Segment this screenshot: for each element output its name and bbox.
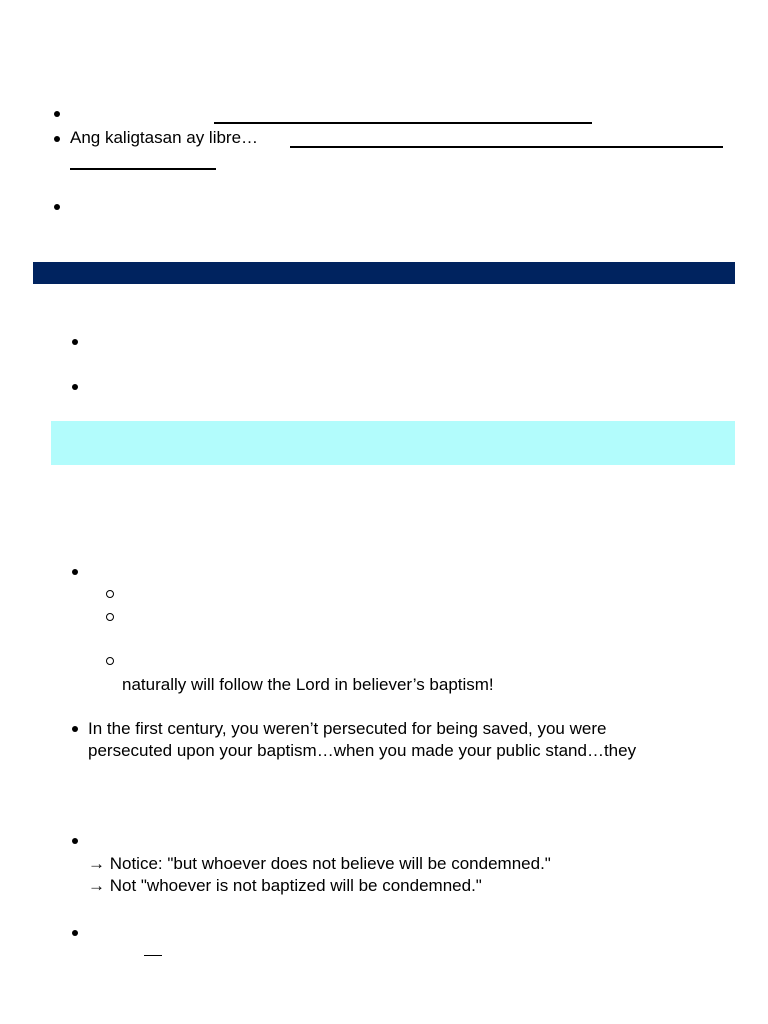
paragraph-line: persecuted upon your baptism…when you made your public stand…they: [88, 741, 637, 760]
bullet-dot: [72, 838, 78, 844]
bullet-dot: [54, 111, 60, 117]
sub-bullet-circle: [106, 613, 114, 621]
short-dash-blank: [144, 955, 162, 956]
paragraph-line: In the first century, you weren’t persecuted for being saved, you were: [88, 719, 607, 738]
bullet-dot: [72, 930, 78, 936]
sub-bullet-circle: [106, 657, 114, 665]
bullet-dot: [72, 569, 78, 575]
bullet-dot: [54, 136, 60, 142]
highlight-box: [51, 421, 735, 465]
note-line: → Notice: "but whoever does not believe will be condemned.": [88, 854, 551, 873]
sub-item-continuation: naturally will follow the Lord in believer’s baptism!: [122, 675, 494, 694]
note-line: → Not "whoever is not baptized will be condemned.": [88, 876, 482, 895]
section-header-bar: [33, 262, 735, 284]
fill-in-blank: [214, 122, 592, 124]
fill-in-blank: [70, 168, 216, 170]
bullet-dot: [72, 339, 78, 345]
bullet-dot: [72, 726, 78, 732]
bullet-dot: [72, 384, 78, 390]
sub-bullet-circle: [106, 590, 114, 598]
bullet-text-kaligtasan: Ang kaligtasan ay libre…: [70, 128, 259, 147]
fill-in-blank: [290, 146, 723, 148]
bullet-dot: [54, 204, 60, 210]
